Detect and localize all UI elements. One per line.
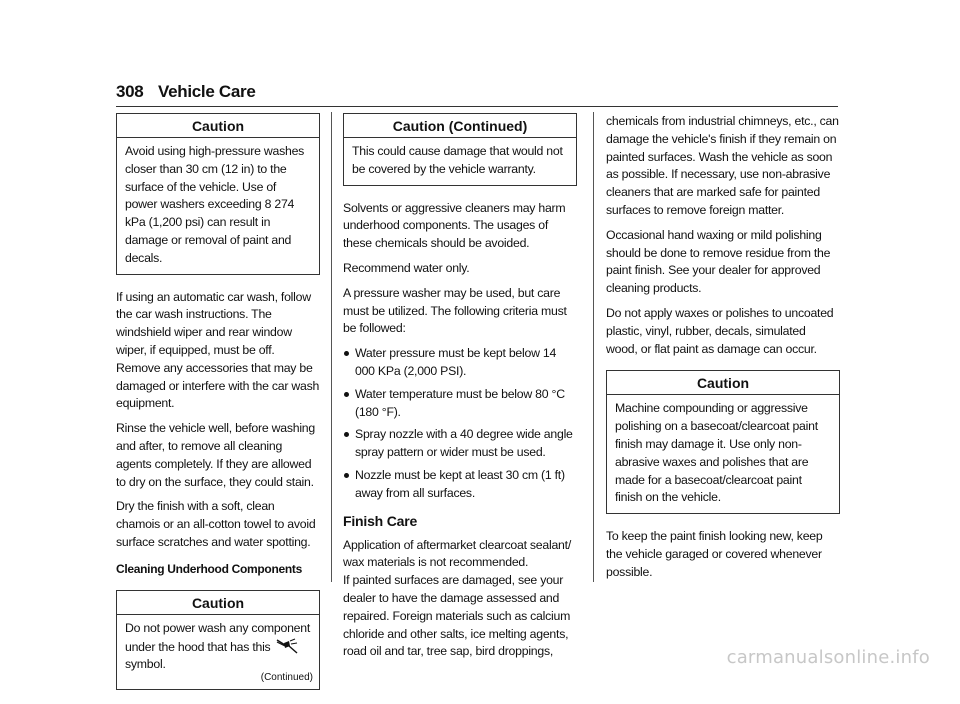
section-title: Vehicle Care	[158, 82, 256, 101]
caution-box-continued	[343, 113, 577, 186]
caution-text: Avoid using high-pressure washes closer than 30 cm (12 in) to the surface of the vehicle. Use of power washers exceeding 8 274 kPa (1,200 psi) can result in damage or removal of paint and decals.	[125, 144, 305, 265]
paragraph-keep-finish: To keep the paint finish looking new, keep the vehicle garaged or covered whenever possible.	[606, 529, 823, 579]
paragraph-no-waxes: Do not apply waxes or polishes to uncoated plastic, vinyl, rubber, decals, simulated wood, or flat paint as damage can occur.	[606, 305, 834, 356]
paragraph-aftermarket: Application of aftermarket clearcoat sealant/ wax materials is not recommended.	[343, 537, 571, 570]
paragraph-painted-surfaces: If painted surfaces are damaged, see your dealer to have the damage assessed and repaired. Foreign materials such as calcium chloride and other salts, ice melting agents, road oil and tar, tree sap, bird droppings,	[343, 573, 571, 659]
caution-box-compounding	[606, 370, 840, 514]
list-item: Water temperature must be below 80 °C (180 °F).	[343, 386, 577, 422]
column-divider	[331, 112, 332, 582]
caution-text: This could cause damage that would not be covered by the vehicle warranty.	[352, 144, 563, 176]
column-left	[116, 113, 320, 704]
column-middle	[343, 113, 577, 668]
list-item: Water pressure must be kept below 14 000 KPa (2,000 PSI).	[343, 345, 577, 381]
page-header	[116, 80, 838, 107]
paragraph-hand-waxing: Occasional hand waxing or mild polishing should be done to remove residue from the paint finish. See your dealer for approved cleaning products.	[606, 227, 831, 296]
caution-text-after-icon: symbol.	[125, 657, 166, 672]
caution-title: Caution	[607, 371, 839, 395]
list-item: Nozzle must be kept at least 30 cm (1 ft) away from all surfaces.	[343, 467, 577, 503]
paragraph-pressure-washer: A pressure washer may be used, but care must be utilized. The following criteria must be followed:	[343, 285, 567, 336]
paragraph-rinse: Rinse the vehicle well, before washing and after, to remove all cleaning agents completely. If they are allowed to dry on the surface, they could stain.	[116, 421, 315, 489]
paragraph-water-only: Recommend water only.	[343, 260, 470, 275]
criteria-list	[343, 345, 577, 502]
caution-title: Caution	[117, 114, 319, 138]
column-divider	[593, 112, 594, 582]
caution-text: Machine compounding or aggressive polishing on a basecoat/clearcoat paint finish may damage it. Use only non-abrasive waxes and polishes that are made for a basecoat/clearcoat paint finish on the vehicle.	[615, 401, 818, 505]
paragraph-automatic-car-wash: If using an automatic car wash, follow the car wash instructions. The windshield wiper and rear window wiper, if equipped, must be off. Remove any accessories that may be damaged or interfere with the car wash equipment.	[116, 289, 320, 411]
caution-title: Caution (Continued)	[344, 114, 576, 138]
continued-label: (Continued)	[260, 672, 313, 684]
page-number: 308	[116, 82, 144, 101]
no-power-wash-icon	[276, 638, 298, 654]
paragraph-solvents: Solvents or aggressive cleaners may harm underhood components. The usages of these chemicals should be avoided.	[343, 200, 566, 251]
caution-box-high-pressure	[116, 113, 320, 275]
paragraph-dry: Dry the finish with a soft, clean chamois or an all-cotton towel to avoid surface scratches and water spotting.	[116, 499, 316, 549]
caution-text-before-icon: Do not power wash any component under the hood that has this	[125, 620, 311, 654]
paragraph-chemicals: chemicals from industrial chimneys, etc., can damage the vehicle's finish if they remain on painted surfaces. Wash the vehicle as soon as possible. If necessary, use non-abrasive cleaners that are marked safe for painted surfaces to remove foreign matter.	[606, 114, 839, 217]
heading-finish-care: Finish Care	[343, 512, 418, 529]
list-item: Spray nozzle with a 40 degree wide angle spray pattern or wider must be used.	[343, 426, 577, 462]
subheading-underhood: Cleaning Underhood Components	[116, 561, 302, 576]
watermark: carmanualsonline.info	[726, 647, 930, 668]
caution-text	[117, 620, 319, 674]
column-right	[606, 113, 840, 589]
caution-title: Caution	[117, 591, 319, 615]
caution-box-underhood	[116, 590, 320, 690]
